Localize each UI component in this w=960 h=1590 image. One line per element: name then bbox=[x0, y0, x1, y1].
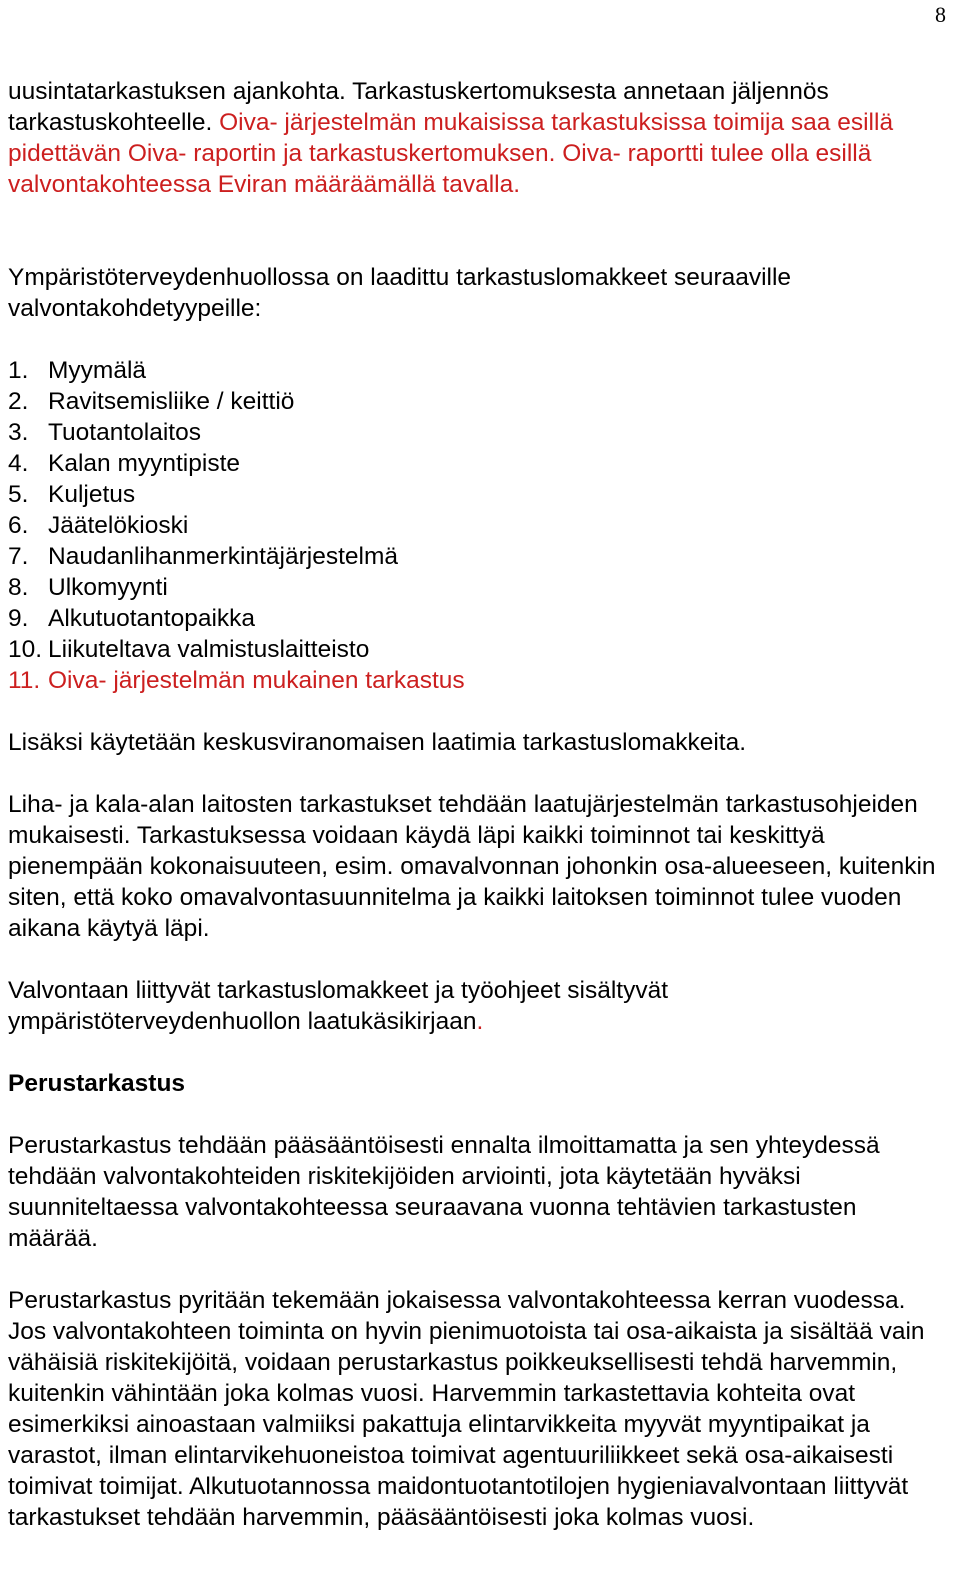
list-item-label: Kuljetus bbox=[48, 481, 136, 508]
list-item-number: 4. bbox=[8, 450, 29, 477]
list-item-label: Myymälä bbox=[48, 357, 147, 384]
intro-text: uusintatarkastuksen ajankohta. Tarkastuskertomuksesta annetaan jäljennös tarkastuskohteelle. bbox=[8, 78, 829, 136]
list-item-number: 2. bbox=[8, 388, 29, 415]
quality-manual-period: . bbox=[476, 1008, 484, 1035]
list-item-number: 8. bbox=[8, 574, 29, 601]
list-item bbox=[8, 665, 948, 696]
forms-intro-paragraph: Ympäristöterveydenhuollossa on laadittu tarkastuslomakkeet seuraaville valvontakohdetyypeille: bbox=[8, 264, 792, 322]
intro-paragraph bbox=[8, 76, 948, 200]
basic-inspection-paragraph-1: Perustarkastus tehdään pääsääntöisesti ennalta ilmoittamatta ja sen yhteydessä tehdään valvontakohteiden riskitekijöiden arviointi, jota käytetään hyväksi suunniteltaessa valvontakohteessa seuraavana vuonna tehtävien tarkastusten määrää. bbox=[8, 1132, 880, 1252]
list-item bbox=[8, 479, 948, 510]
list-item-number: 3. bbox=[8, 419, 29, 446]
list-item-number: 1. bbox=[8, 357, 29, 384]
list-item bbox=[8, 417, 948, 448]
page-number: 8 bbox=[935, 2, 946, 27]
inspections-paragraph: Liha- ja kala-alan laitosten tarkastukset tehdään laatujärjestelmän tarkastusohjeiden mukaisesti. Tarkastuksessa voidaan käydä läpi kaikki toiminnot tai keskittyä pienempään kokonaisuuteen, esim. omavalvonnan johonkin osa-alueeseen, kuitenkin siten, että koko omavalvontasuunnitelma ja kaikki laitoksen toiminnot tulee vuoden aikana käytyä läpi. bbox=[8, 791, 936, 942]
additional-forms-paragraph: Lisäksi käytetään keskusviranomaisen laatimia tarkastuslomakkeita. bbox=[8, 729, 747, 756]
list-item-label: Oiva- järjestelmän mukainen tarkastus bbox=[48, 667, 465, 694]
list-item bbox=[8, 510, 948, 541]
list-item bbox=[8, 634, 948, 665]
list-item-number: 11. bbox=[8, 667, 41, 694]
intro-oiva-text: Oiva- järjestelmän mukaisissa tarkastuksissa toimija saa esillä pidettävän Oiva- raportin ja tarkastuskertomuksen. Oiva- raportti tulee olla esillä valvontakohteessa Eviran määräämällä tavalla. bbox=[8, 109, 894, 198]
list-item bbox=[8, 355, 948, 386]
list-item-label: Kalan myyntipiste bbox=[48, 450, 241, 477]
list-item bbox=[8, 541, 948, 572]
list-item-label: Ravitsemisliike / keittiö bbox=[48, 388, 295, 415]
list-item-label: Tuotantolaitos bbox=[48, 419, 201, 446]
document-body bbox=[8, 76, 948, 1533]
list-item bbox=[8, 603, 948, 634]
list-item-label: Jäätelökioski bbox=[48, 512, 189, 539]
quality-manual-text: Valvontaan liittyvät tarkastuslomakkeet ja työohjeet sisältyvät ympäristöterveydenhuollon laatukäsikirjaan bbox=[8, 977, 669, 1035]
list-item-label: Alkutuotantopaikka bbox=[48, 605, 256, 632]
list-item-number: 10. bbox=[8, 636, 43, 663]
list-item bbox=[8, 386, 948, 417]
list-item-label: Liikuteltava valmistuslaitteisto bbox=[48, 636, 370, 663]
list-item-label: Naudanlihanmerkintäjärjestelmä bbox=[48, 543, 398, 570]
quality-manual-paragraph bbox=[8, 975, 948, 1037]
inspection-forms-list bbox=[8, 355, 948, 696]
list-item-number: 7. bbox=[8, 543, 29, 570]
list-item bbox=[8, 448, 948, 479]
basic-inspection-paragraph-2: Perustarkastus pyritään tekemään jokaisessa valvontakohteessa kerran vuodessa. Jos valvontakohteen toiminta on hyvin pienimuotoista tai osa-aikaista ja sisältää vain vähäisiä riskitekijöitä, voidaan perustarkastus poikkeuksellisesti tehdä harvemmin, kuitenkin vähintään joka kolmas vuosi. Harvemmin tarkastettavia kohteita ovat esimerkiksi ainoastaan valmiiksi pakattuja elintarvikkeita myyvät myyntipaikat ja varastot, ilman elintarvikehuoneistoa toimivat agentuuriliikkeet sekä osa-aikaisesti toimivat toimijat. Alkutuotannossa maidontuotantotilojen hygieniavalvontaan liittyvät tarkastukset tehdään harvemmin, pääsääntöisesti joka kolmas vuosi. bbox=[8, 1287, 925, 1531]
list-item-number: 9. bbox=[8, 605, 29, 632]
list-item-number: 5. bbox=[8, 481, 29, 508]
list-item-number: 6. bbox=[8, 512, 29, 539]
list-item-label: Ulkomyynti bbox=[48, 574, 168, 601]
list-item bbox=[8, 572, 948, 603]
section-heading-perustarkastus: Perustarkastus bbox=[8, 1070, 186, 1097]
